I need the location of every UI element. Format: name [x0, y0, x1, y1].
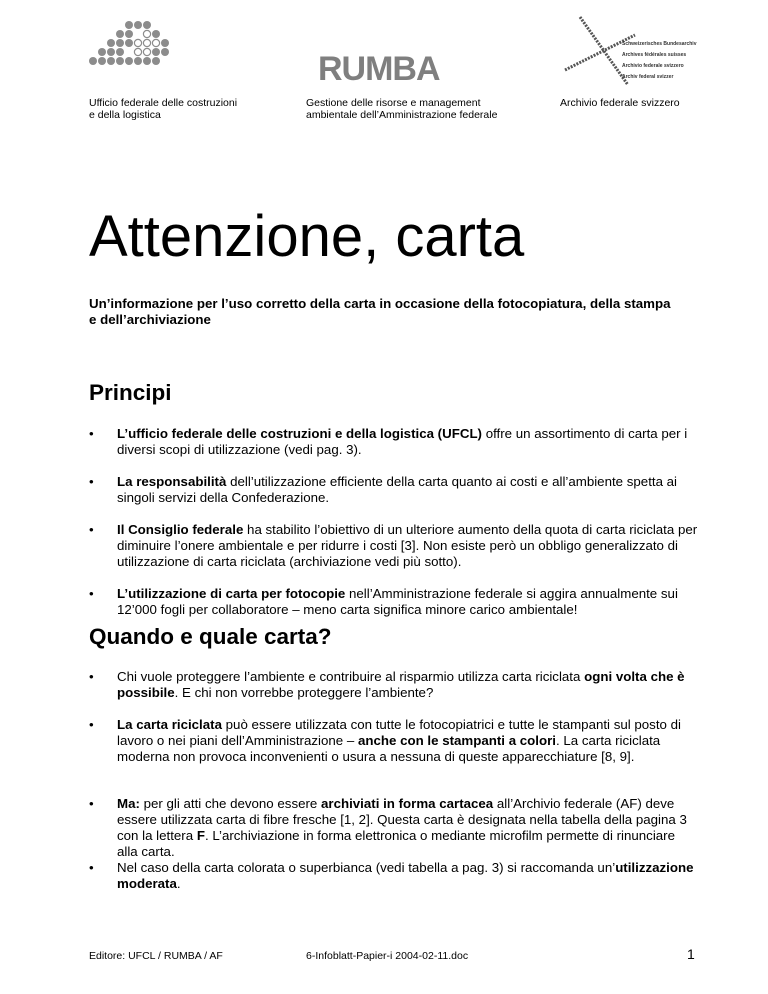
emphasis-text: archiviati in forma cartacea [321, 796, 494, 811]
rumba-logo: RUMBA [318, 50, 440, 88]
footer-editor: Editore: UFCL / RUMBA / AF [89, 950, 223, 962]
bullet-icon: • [89, 474, 94, 489]
rumba-description: Gestione delle risorse e management ambientale dell’Amministrazione federale [306, 97, 498, 121]
emphasis-text: ogni volta che è possibile [117, 669, 685, 700]
emphasis-text: utilizzazione moderata [117, 860, 694, 891]
bullet-icon: • [89, 522, 94, 537]
emphasis-text: Ma: [117, 796, 140, 811]
emphasis-text: L’utilizzazione di carta per fotocopie [117, 586, 346, 601]
archive-logo-line-rm: Archiv federal svizzer [622, 74, 674, 80]
bullet-icon: • [89, 586, 94, 601]
emphasis-text: F [196, 828, 205, 843]
bullet-icon: • [89, 669, 94, 684]
emphasis-text: Il Consiglio federale [117, 522, 244, 537]
page-number: 1 [687, 946, 695, 962]
ufcl-logo [88, 20, 188, 80]
section-heading-principi: Principi [89, 380, 172, 405]
list-item: • Ma: per gli atti che devono essere archiviati in forma cartacea all’Archivio federale (AF) deve essere utilizzata carta di fibre fresche [1, 2]. Questa carta è designata nella tabella della pagina 3 con la lettera F. L’archiviazione in forma elettronica o mediante microfilm permette di rinunciare alla carta. [89, 796, 687, 859]
bullet-icon: • [89, 796, 94, 811]
bullet-icon: • [89, 717, 94, 732]
emphasis-text: La responsabilità [117, 474, 227, 489]
federal-archive-logo [560, 15, 710, 100]
footer-filename: 6-Infoblatt-Papier-i 2004-02-11.doc [306, 950, 469, 962]
list-item: • Chi vuole proteggere l’ambiente e contribuire al risparmio utilizza carta riciclata ogni volta che è possibile. E chi non vorrebbe proteggere l’ambiente? [89, 669, 685, 700]
list-item: • La carta riciclata può essere utilizzata con tutte le fotocopiatrici e tutte le stampanti sul posto di lavoro o nei piani dell’Amministrazione – anche con le stampanti a colori. La carta riciclata moderna non provoca inconvenienti o usura a nessuna di queste apparecchiature [8, 9]. [89, 717, 681, 764]
list-item: • La responsabilità dell’utilizzazione efficiente della carta quanto ai costi e all’ambiente spetta ai singoli servizi della Confederazione. [89, 474, 678, 505]
archive-name: Archivio federale svizzero [560, 97, 680, 109]
emphasis-text: anche con le stampanti a colori [357, 733, 556, 748]
document-title: Attenzione, carta [89, 204, 525, 269]
archive-logo-line-de: Schweizerisches Bundesarchiv [622, 41, 697, 47]
emphasis-text: L’ufficio federale delle costruzioni e della logistica (UFCL) [117, 426, 482, 441]
archive-logo-line-it: Archivio federale svizzero [622, 63, 684, 69]
emphasis-text: La carta riciclata [117, 717, 222, 732]
section-heading-quale-carta: Quando e quale carta? [89, 624, 332, 649]
list-item: • Il Consiglio federale ha stabilito l’obiettivo di un ulteriore aumento della quota di carta riciclata per diminuire l’onere ambientale e per ridurre i costi [3]. Non esiste però un obbligo generalizzato di utilizzazione di carta riciclata (archiviazione vedi più sotto). [89, 522, 698, 569]
bullet-icon: • [89, 426, 94, 441]
archive-logo-line-fr: Archives fédérales suisses [622, 52, 687, 58]
list-item: • Nel caso della carta colorata o superbianca (vedi tabella a pag. 3) si raccomanda un’utilizzazione moderata. [89, 860, 694, 891]
list-item: • L’ufficio federale delle costruzioni e della logistica (UFCL) offre un assortimento di carta per i diversi scopi di utilizzazione (vedi pag. 3). [89, 426, 688, 457]
document-subtitle: Un’informazione per l’uso corretto della carta in occasione della fotocopiatura, della stampa e dell’archiviazione [89, 296, 671, 327]
bullet-icon: • [89, 860, 94, 875]
ufcl-name: Ufficio federale delle costruzioni e della logistica [89, 97, 238, 121]
list-item: • L’utilizzazione di carta per fotocopie nell’Amministrazione federale si aggira annualmente sui 12’000 fogli per collaboratore – meno carta significa minore carico ambientale! [89, 586, 678, 617]
